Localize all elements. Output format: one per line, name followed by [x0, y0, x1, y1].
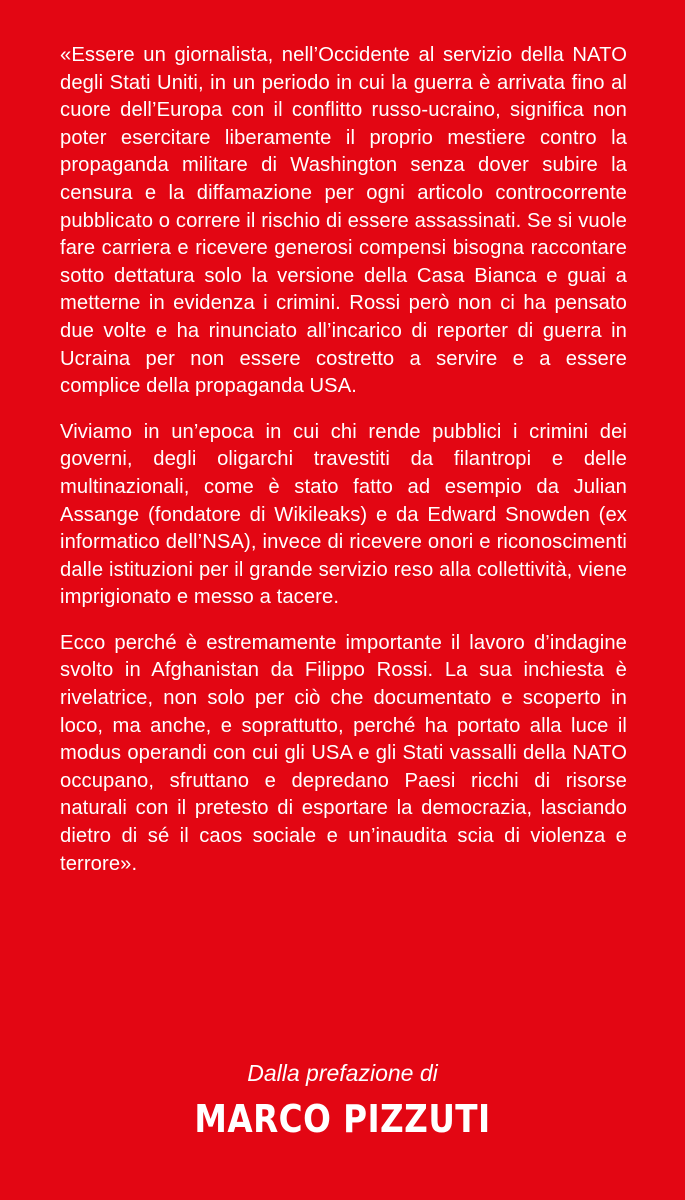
preface-excerpt: [60, 42, 627, 896]
attribution-label: Dalla prefazione di: [247, 1060, 438, 1086]
author-name: MARCO PIZZUTI: [194, 1097, 491, 1141]
paragraph-1: «Essere un giornalista, nell’Occidente al servizio della NATO degli Stati Uniti, in un periodo in cui la guerra è arrivata fino al cuore dell’Europa con il conflitto russo-ucraino, significa non poter esercitare liberamente il proprio mestiere contro la propaganda militare di Washington senza dover subire la censura e la diffamazione per ogni articolo controcorrente pubblicato o correre il rischio di essere assassinati. Se si vuole fare carriera e ricevere generosi compensi bisogna raccontare sotto dettatura solo la versione della Casa Bianca e guai a metterne in evidenza i crimini. Rossi però non ci ha pensato due volte e ha rinunciato all’incarico di reporter di guerra in Ucraina per non essere costretto a servire e a essere complice della propaganda USA.: [60, 44, 627, 398]
paragraph-3: Ecco perché è estremamente importante il lavoro d’indagine svolto in Afghanistan da Filippo Rossi. La sua inchiesta è rivelatrice, non solo per ciò che documentato e scoperto in loco, ma anche, e soprattutto, perché ha portato alla luce il modus operandi con cui gli USA e gli Stati vassalli della NATO occupano, sfruttano e depredano Paesi ricchi di risorse naturali con il pretesto di esportare la democrazia, lasciando dietro di sé il caos sociale e un’inaudita scia di violenza e terrore».: [60, 631, 627, 875]
paragraph-2: Viviamo in un’epoca in cui chi rende pubblici i crimini dei governi, degli oligarchi travestiti da filantropi e delle multinazionali, come è stato fatto ad esempio da Julian Assange (fondatore di Wikileaks) e da Edward Snowden (ex informatico dell’NSA), invece di ricevere onori e riconoscimenti dalle istituzioni per il grande servizio reso alla collettività, viene imprigionato e messo a tacere.: [60, 420, 627, 609]
